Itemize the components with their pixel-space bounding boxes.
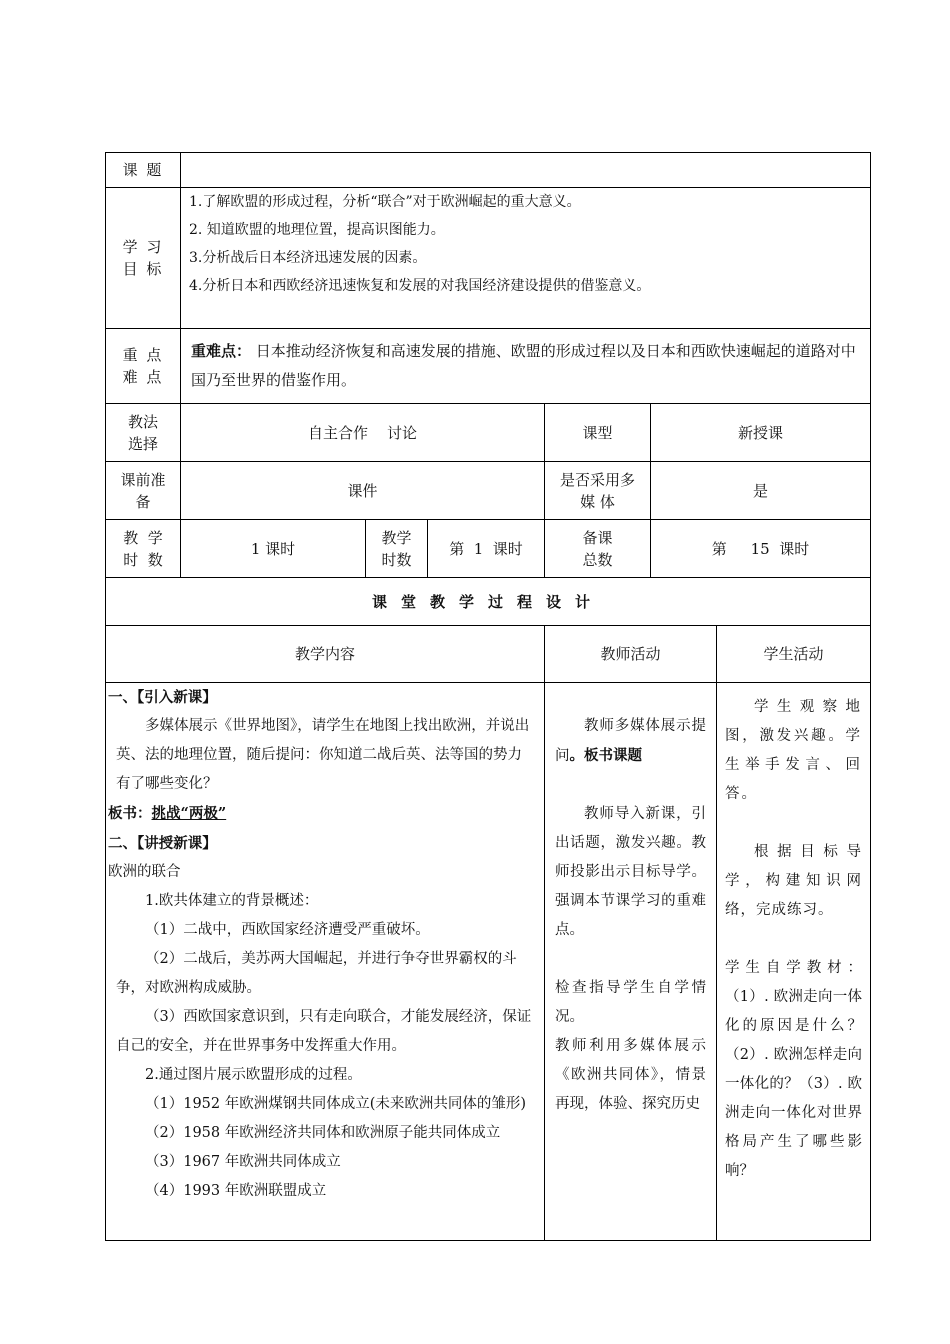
board-value: 挑战“两极” [151, 805, 227, 822]
section-intro-title: 一、【引入新课】 [108, 689, 217, 706]
method-label-line2: 选择 [127, 434, 158, 453]
goals-label-line1: 学 习 [122, 238, 164, 256]
hours-label [106, 520, 181, 578]
section-new-subtitle: 欧洲的联合 [108, 864, 181, 880]
design-title-row [106, 578, 871, 626]
key-points [181, 329, 871, 404]
method-label [106, 404, 181, 462]
column-header-student: 学生活动 [717, 626, 871, 683]
method-row [106, 404, 871, 462]
teacher-activity [555, 712, 706, 771]
key-label [106, 329, 181, 404]
key-label-line2: 难 点 [122, 368, 164, 386]
teacher-activity-bold: 。板书课题 [569, 747, 642, 764]
teacher-activities [545, 683, 717, 1241]
media-label-line2: 媒 体 [580, 492, 615, 511]
topic-row [106, 153, 871, 188]
lesson-plan-sheet [105, 152, 870, 1241]
prep-row [106, 462, 871, 520]
goals-row [106, 188, 871, 329]
prep-label [106, 462, 181, 520]
hours-value: 1 课时 [181, 520, 366, 578]
type-value: 新授课 [651, 404, 871, 462]
lesson-plan-table [105, 152, 871, 1241]
content-point: （3）1967 年欧洲共同体成立 [145, 1154, 341, 1170]
content-point: （2）二战后，美苏两大国崛起，并进行争夺世界霸权的斗争，对欧洲构成威胁。 [116, 951, 517, 996]
process-row [106, 683, 871, 1241]
prep-label-line1: 课前准 [120, 470, 166, 489]
type-label: 课型 [545, 404, 651, 462]
content-point: （1）二战中，西欧国家经济遭受严重破坏。 [145, 922, 430, 938]
column-header-teacher: 教师活动 [545, 626, 717, 683]
hours-label-line1: 教 学 [123, 528, 163, 547]
student-activity: 学生自学教材：（1）. 欧洲走向一体化的原因是什么？（2）. 欧洲怎样走向一体化的？（3）. 欧洲走向一体化对世界格局产生了哪些影响？ [725, 960, 863, 1179]
content-point: （1）1952 年欧洲煤钢共同体成立(未来欧洲共同体的雏形) [145, 1096, 527, 1112]
key-title: 重难点： [191, 342, 252, 360]
goal-item: 4.分析日本和西欧经济迅速恢复和发展的对我国经济建设提供的借鉴意义。 [189, 278, 651, 294]
total-label-line1: 备课 [582, 528, 613, 547]
board-label: 板书： [108, 805, 152, 822]
student-activity: 根据目标导学，构建知识网络，完成练习。 [725, 844, 863, 918]
section-intro-text: 多媒体展示《世界地图》，请学生在地图上找出欧洲，并说出英、法的地理位置，随后提问：你知道二战后英、法等国的势力有了哪些变化？ [116, 718, 530, 792]
prep-value: 课件 [181, 462, 545, 520]
column-header-row [106, 626, 871, 683]
content-point: 2.通过图片展示欧盟形成的过程。 [145, 1067, 362, 1083]
goal-item: 3.分析战后日本经济迅速发展的因素。 [189, 250, 427, 266]
topic-label: 课 题 [106, 153, 181, 188]
section-new-title: 二、【讲授新课】 [108, 835, 217, 852]
teacher-activity: 检查指导学生自学情况。 [555, 980, 706, 1025]
key-label-line1: 重 点 [122, 346, 164, 364]
prep-label-line2: 备 [135, 492, 151, 511]
media-value: 是 [651, 462, 871, 520]
method-value: 自主合作 讨论 [181, 404, 545, 462]
content-point: （3）西欧国家意识到，只有走向联合，才能发展经济，保证自己的安全，并在世界事务中发挥重大作用。 [116, 1009, 532, 1054]
key-row [106, 329, 871, 404]
key-text: 日本推动经济恢复和高速发展的措施、欧盟的形成过程以及日本和西欧快速崛起的道路对中国乃至世界的借鉴作用。 [191, 342, 856, 389]
student-activities [717, 683, 871, 1241]
goals-label-line2: 目 标 [122, 260, 164, 278]
teacher-activity: 教师导入新课，引出话题，激发兴趣。教师投影出示目标导学。强调本节课学习的重难点。 [555, 806, 706, 938]
teacher-activity: 教师利用多媒体展示《欧洲共同体》，情景再现，体验、探究历史 [555, 1038, 706, 1112]
content-point: （4）1993 年欧洲联盟成立 [145, 1183, 327, 1199]
student-activity: 学生观察地图，激发兴趣。学生举手发言、回答。 [725, 699, 863, 802]
column-header-content: 教学内容 [106, 626, 545, 683]
content-point: （2）1958 年欧洲经济共同体和欧洲原子能共同体成立 [145, 1125, 501, 1141]
teaching-content [106, 683, 545, 1241]
goals-label [106, 188, 181, 329]
goal-item: 2. 知道欧盟的地理位置，提高识图能力。 [189, 222, 445, 238]
period-label-line2: 时数 [381, 550, 412, 569]
goals-list [181, 188, 871, 329]
content-point: 1.欧共体建立的背景概述： [145, 893, 319, 909]
design-title: 课堂教学过程设计 [106, 578, 871, 626]
method-label-line1: 教法 [127, 412, 158, 431]
media-label-line1: 是否采用多 [559, 470, 635, 489]
total-label [545, 520, 651, 578]
total-label-line2: 总数 [582, 550, 613, 569]
hours-row [106, 520, 871, 578]
hours-label-line2: 时 数 [123, 550, 163, 569]
period-value: 第 1 课时 [428, 520, 545, 578]
media-label [545, 462, 651, 520]
board-line [108, 799, 536, 829]
topic-value [181, 153, 871, 188]
period-label-line1: 教学 [381, 528, 412, 547]
total-value: 第 15 课时 [651, 520, 871, 578]
goal-item: 1.了解欧盟的形成过程，分析“联合”对于欧洲崛起的重大意义。 [189, 194, 581, 210]
teacher-activity-text: 教师多媒体展示提问 [555, 718, 706, 764]
period-label [366, 520, 428, 578]
